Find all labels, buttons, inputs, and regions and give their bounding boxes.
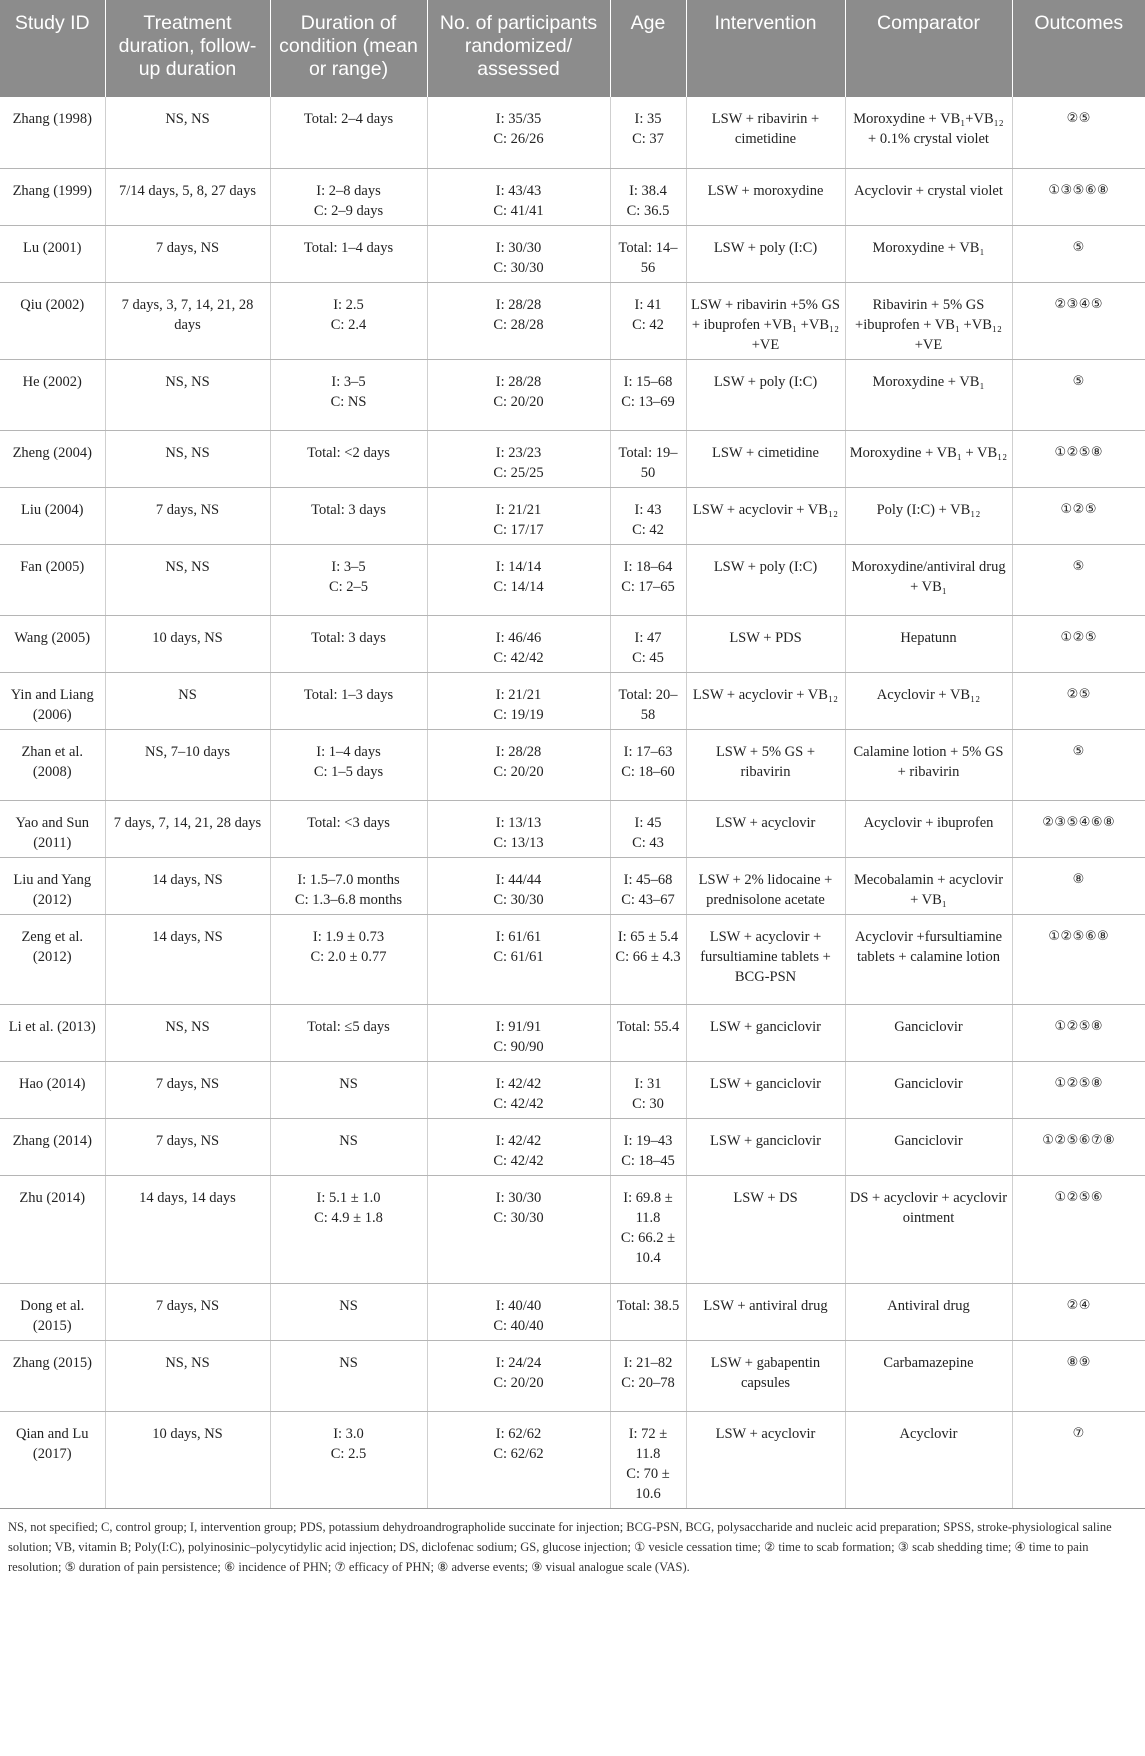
table-row — [0, 914, 1145, 1004]
participants-cell: I: 30/30 C: 30/30 — [427, 1175, 610, 1283]
age-cell: Total: 20–58 — [610, 672, 686, 729]
age-cell: I: 45 C: 43 — [610, 800, 686, 857]
comparator-cell: Moroxydine + VB₁ — [845, 225, 1012, 282]
treatment-duration-cell: 14 days, NS — [105, 857, 270, 914]
participants-cell: I: 91/91 C: 90/90 — [427, 1004, 610, 1061]
outcomes-cell: ①③⑤⑥⑧ — [1012, 168, 1145, 225]
intervention-cell: LSW + poly (I:C) — [686, 359, 845, 430]
header-study-id: Study ID — [0, 0, 105, 97]
table-row — [0, 430, 1145, 487]
intervention-cell: LSW + ribavirin +5% GS + ibuprofen +VB₁ +VB₁₂ +VE — [686, 282, 845, 359]
comparator-cell: Hepatunn — [845, 615, 1012, 672]
outcomes-cell: ⑤ — [1012, 225, 1145, 282]
participants-cell: I: 28/28 C: 28/28 — [427, 282, 610, 359]
comparator-cell: Moroxydine/antiviral drug + VB₁ — [845, 544, 1012, 615]
duration-of-condition-cell: I: 5.1 ± 1.0 C: 4.9 ± 1.8 — [270, 1175, 427, 1283]
duration-of-condition-cell: I: 2.5 C: 2.4 — [270, 282, 427, 359]
age-cell: I: 45–68 C: 43–67 — [610, 857, 686, 914]
header-duration-of-condition: Duration of condition (mean or range) — [270, 0, 427, 97]
intervention-cell: LSW + ribavirin + cimetidine — [686, 97, 845, 168]
duration-of-condition-cell: I: 3–5 C: 2–5 — [270, 544, 427, 615]
age-cell: Total: 14–56 — [610, 225, 686, 282]
participants-cell: I: 30/30 C: 30/30 — [427, 225, 610, 282]
outcomes-cell: ②⑤ — [1012, 97, 1145, 168]
table-row — [0, 672, 1145, 729]
participants-cell: I: 14/14 C: 14/14 — [427, 544, 610, 615]
intervention-cell: LSW + cimetidine — [686, 430, 845, 487]
study-id-cell: Li et al. (2013) — [0, 1004, 105, 1061]
study-id-cell: Wang (2005) — [0, 615, 105, 672]
treatment-duration-cell: 7 days, NS — [105, 1118, 270, 1175]
treatment-duration-cell: 7 days, 3, 7, 14, 21, 28 days — [105, 282, 270, 359]
intervention-cell: LSW + 5% GS + ribavirin — [686, 729, 845, 800]
table-row — [0, 97, 1145, 168]
age-cell: I: 21–82 C: 20–78 — [610, 1340, 686, 1411]
comparator-cell: Acyclovir — [845, 1411, 1012, 1508]
participants-cell: I: 24/24 C: 20/20 — [427, 1340, 610, 1411]
outcomes-cell: ①②⑤⑥ — [1012, 1175, 1145, 1283]
treatment-duration-cell: NS, NS — [105, 97, 270, 168]
header-intervention: Intervention — [686, 0, 845, 97]
age-cell: I: 35 C: 37 — [610, 97, 686, 168]
intervention-cell: LSW + DS — [686, 1175, 845, 1283]
intervention-cell: LSW + 2% lidocaine + prednisolone acetate — [686, 857, 845, 914]
study-id-cell: Zhang (2015) — [0, 1340, 105, 1411]
study-id-cell: Yao and Sun (2011) — [0, 800, 105, 857]
comparator-cell: Calamine lotion + 5% GS + ribavirin — [845, 729, 1012, 800]
study-id-cell: Zhang (1999) — [0, 168, 105, 225]
duration-of-condition-cell: Total: <2 days — [270, 430, 427, 487]
study-id-cell: Zheng (2004) — [0, 430, 105, 487]
age-cell: I: 38.4 C: 36.5 — [610, 168, 686, 225]
age-cell: Total: 19–50 — [610, 430, 686, 487]
intervention-cell: LSW + antiviral drug — [686, 1283, 845, 1340]
duration-of-condition-cell: Total: <3 days — [270, 800, 427, 857]
age-cell: Total: 55.4 — [610, 1004, 686, 1061]
outcomes-cell: ②④ — [1012, 1283, 1145, 1340]
outcomes-cell: ①②⑤⑧ — [1012, 430, 1145, 487]
study-id-cell: Dong et al. (2015) — [0, 1283, 105, 1340]
table-header — [0, 0, 1145, 97]
study-id-cell: Lu (2001) — [0, 225, 105, 282]
duration-of-condition-cell: I: 1.5–7.0 months C: 1.3–6.8 months — [270, 857, 427, 914]
duration-of-condition-cell: Total: 3 days — [270, 615, 427, 672]
treatment-duration-cell: 10 days, NS — [105, 615, 270, 672]
outcomes-cell: ①②⑤⑥⑦⑧ — [1012, 1118, 1145, 1175]
study-id-cell: He (2002) — [0, 359, 105, 430]
comparator-cell: Moroxydine + VB₁+VB₁₂ + 0.1% crystal violet — [845, 97, 1012, 168]
duration-of-condition-cell: Total: ≤5 days — [270, 1004, 427, 1061]
age-cell: I: 43 C: 42 — [610, 487, 686, 544]
age-cell: I: 19–43 C: 18–45 — [610, 1118, 686, 1175]
study-id-cell: Liu (2004) — [0, 487, 105, 544]
duration-of-condition-cell: NS — [270, 1118, 427, 1175]
treatment-duration-cell: 14 days, NS — [105, 914, 270, 1004]
intervention-cell: LSW + poly (I:C) — [686, 225, 845, 282]
age-cell: I: 47 C: 45 — [610, 615, 686, 672]
duration-of-condition-cell: I: 1.9 ± 0.73 C: 2.0 ± 0.77 — [270, 914, 427, 1004]
table-row — [0, 1283, 1145, 1340]
treatment-duration-cell: NS, 7–10 days — [105, 729, 270, 800]
outcomes-cell: ②③④⑤ — [1012, 282, 1145, 359]
header-treatment-duration: Treatment duration, follow-up duration — [105, 0, 270, 97]
age-cell: I: 18–64 C: 17–65 — [610, 544, 686, 615]
participants-cell: I: 44/44 C: 30/30 — [427, 857, 610, 914]
table-footnote: NS, not specified; C, control group; I, intervention group; PDS, potassium dehydroandrographolide succinate for injection; BCG-PSN, BCG, polysaccharide and nucleic acid preparation; SPSS, stroke-physiological saline solution; VB, vitamin B; Poly(I:C), polyinosinic–polycytidylic acid injection; DS, diclofenac sodium; GS, glucose injection; ① vesicle cessation time; ② time to scab formation; ③ scab shedding time; ④ time to pain resolution; ⑤ duration of pain persistence; ⑥ incidence of PHN; ⑦ efficacy of PHN; ⑧ adverse events; ⑨ visual analogue scale (VAS). — [8, 1519, 1112, 1574]
intervention-cell: LSW + moroxydine — [686, 168, 845, 225]
table-row — [0, 857, 1145, 914]
comparator-cell: Acyclovir + ibuprofen — [845, 800, 1012, 857]
study-id-cell: Hao (2014) — [0, 1061, 105, 1118]
outcomes-cell: ⑤ — [1012, 359, 1145, 430]
study-id-cell: Yin and Liang (2006) — [0, 672, 105, 729]
comparator-cell: Ribavirin + 5% GS +ibuprofen + VB₁ +VB₁₂ +VE — [845, 282, 1012, 359]
study-id-cell: Zhang (2014) — [0, 1118, 105, 1175]
participants-cell: I: 28/28 C: 20/20 — [427, 359, 610, 430]
treatment-duration-cell: 14 days, 14 days — [105, 1175, 270, 1283]
comparator-cell: DS + acyclovir + acyclovir ointment — [845, 1175, 1012, 1283]
age-cell: I: 17–63 C: 18–60 — [610, 729, 686, 800]
age-cell: Total: 38.5 — [610, 1283, 686, 1340]
intervention-cell: LSW + acyclovir + VB₁₂ — [686, 487, 845, 544]
comparator-cell: Moroxydine + VB₁ — [845, 359, 1012, 430]
comparator-cell: Ganciclovir — [845, 1004, 1012, 1061]
header-participants: No. of participants randomized/ assessed — [427, 0, 610, 97]
comparator-cell: Acyclovir + VB₁₂ — [845, 672, 1012, 729]
participants-cell: I: 40/40 C: 40/40 — [427, 1283, 610, 1340]
duration-of-condition-cell: Total: 1–4 days — [270, 225, 427, 282]
table-row — [0, 282, 1145, 359]
participants-cell: I: 46/46 C: 42/42 — [427, 615, 610, 672]
treatment-duration-cell: NS, NS — [105, 1340, 270, 1411]
participants-cell: I: 42/42 C: 42/42 — [427, 1061, 610, 1118]
outcomes-cell: ①②⑤⑥⑧ — [1012, 914, 1145, 1004]
participants-cell: I: 13/13 C: 13/13 — [427, 800, 610, 857]
study-id-cell: Zhu (2014) — [0, 1175, 105, 1283]
table-row — [0, 225, 1145, 282]
age-cell: I: 41 C: 42 — [610, 282, 686, 359]
treatment-duration-cell: NS, NS — [105, 1004, 270, 1061]
intervention-cell: LSW + acyclovir + VB₁₂ — [686, 672, 845, 729]
age-cell: I: 15–68 C: 13–69 — [610, 359, 686, 430]
treatment-duration-cell: NS, NS — [105, 359, 270, 430]
intervention-cell: LSW + ganciclovir — [686, 1061, 845, 1118]
outcomes-cell: ①②⑤⑧ — [1012, 1004, 1145, 1061]
duration-of-condition-cell: I: 3.0 C: 2.5 — [270, 1411, 427, 1508]
duration-of-condition-cell: Total: 2–4 days — [270, 97, 427, 168]
outcomes-cell: ⑧ — [1012, 857, 1145, 914]
study-id-cell: Liu and Yang (2012) — [0, 857, 105, 914]
participants-cell: I: 35/35 C: 26/26 — [427, 97, 610, 168]
comparator-cell: Poly (I:C) + VB₁₂ — [845, 487, 1012, 544]
outcomes-cell: ⑤ — [1012, 544, 1145, 615]
intervention-cell: LSW + ganciclovir — [686, 1118, 845, 1175]
duration-of-condition-cell: NS — [270, 1340, 427, 1411]
outcomes-cell: ①②⑤ — [1012, 615, 1145, 672]
table-row — [0, 544, 1145, 615]
outcomes-cell: ②⑤ — [1012, 672, 1145, 729]
intervention-cell: LSW + PDS — [686, 615, 845, 672]
participants-cell: I: 61/61 C: 61/61 — [427, 914, 610, 1004]
table-row — [0, 1411, 1145, 1508]
header-comparator: Comparator — [845, 0, 1012, 97]
comparator-cell: Carbamazepine — [845, 1340, 1012, 1411]
participants-cell: I: 23/23 C: 25/25 — [427, 430, 610, 487]
intervention-cell: LSW + poly (I:C) — [686, 544, 845, 615]
table-row — [0, 1004, 1145, 1061]
intervention-cell: LSW + ganciclovir — [686, 1004, 845, 1061]
treatment-duration-cell: 10 days, NS — [105, 1411, 270, 1508]
participants-cell: I: 21/21 C: 19/19 — [427, 672, 610, 729]
age-cell: I: 65 ± 5.4 C: 66 ± 4.3 — [610, 914, 686, 1004]
study-id-cell: Zhan et al. (2008) — [0, 729, 105, 800]
intervention-cell: LSW + acyclovir — [686, 800, 845, 857]
comparator-cell: Mecobalamin + acyclovir + VB₁ — [845, 857, 1012, 914]
participants-cell: I: 43/43 C: 41/41 — [427, 168, 610, 225]
outcomes-cell: ①②⑤⑧ — [1012, 1061, 1145, 1118]
header-age: Age — [610, 0, 686, 97]
treatment-duration-cell: NS, NS — [105, 430, 270, 487]
duration-of-condition-cell: I: 1–4 days C: 1–5 days — [270, 729, 427, 800]
duration-of-condition-cell: Total: 1–3 days — [270, 672, 427, 729]
treatment-duration-cell: 7 days, NS — [105, 487, 270, 544]
duration-of-condition-cell: NS — [270, 1283, 427, 1340]
table-row — [0, 359, 1145, 430]
outcomes-cell: ⑤ — [1012, 729, 1145, 800]
header-outcomes: Outcomes — [1012, 0, 1145, 97]
table-row — [0, 615, 1145, 672]
treatment-duration-cell: 7 days, NS — [105, 225, 270, 282]
table-row — [0, 729, 1145, 800]
age-cell: I: 31 C: 30 — [610, 1061, 686, 1118]
treatment-duration-cell: 7 days, 7, 14, 21, 28 days — [105, 800, 270, 857]
participants-cell: I: 62/62 C: 62/62 — [427, 1411, 610, 1508]
header-row — [0, 0, 1145, 97]
treatment-duration-cell: 7 days, NS — [105, 1061, 270, 1118]
outcomes-cell: ①②⑤ — [1012, 487, 1145, 544]
outcomes-cell: ⑧⑨ — [1012, 1340, 1145, 1411]
intervention-cell: LSW + acyclovir — [686, 1411, 845, 1508]
treatment-duration-cell: 7/14 days, 5, 8, 27 days — [105, 168, 270, 225]
table-row — [0, 1340, 1145, 1411]
treatment-duration-cell: NS, NS — [105, 544, 270, 615]
participants-cell: I: 28/28 C: 20/20 — [427, 729, 610, 800]
outcomes-cell: ⑦ — [1012, 1411, 1145, 1508]
study-id-cell: Zeng et al. (2012) — [0, 914, 105, 1004]
participants-cell: I: 21/21 C: 17/17 — [427, 487, 610, 544]
study-id-cell: Qian and Lu (2017) — [0, 1411, 105, 1508]
intervention-cell: LSW + gabapentin capsules — [686, 1340, 845, 1411]
comparator-cell: Acyclovir + crystal violet — [845, 168, 1012, 225]
table-row — [0, 168, 1145, 225]
comparator-cell: Antiviral drug — [845, 1283, 1012, 1340]
duration-of-condition-cell: Total: 3 days — [270, 487, 427, 544]
participants-cell: I: 42/42 C: 42/42 — [427, 1118, 610, 1175]
duration-of-condition-cell: I: 2–8 days C: 2–9 days — [270, 168, 427, 225]
table-row — [0, 800, 1145, 857]
comparator-cell: Ganciclovir — [845, 1061, 1012, 1118]
age-cell: I: 72 ± 11.8 C: 70 ± 10.6 — [610, 1411, 686, 1508]
table-row — [0, 1061, 1145, 1118]
comparator-cell: Ganciclovir — [845, 1118, 1012, 1175]
table-body — [0, 97, 1145, 1508]
duration-of-condition-cell: I: 3–5 C: NS — [270, 359, 427, 430]
age-cell: I: 69.8 ± 11.8 C: 66.2 ± 10.4 — [610, 1175, 686, 1283]
outcomes-cell: ②③⑤④⑥⑧ — [1012, 800, 1145, 857]
study-id-cell: Qiu (2002) — [0, 282, 105, 359]
study-id-cell: Fan (2005) — [0, 544, 105, 615]
study-id-cell: Zhang (1998) — [0, 97, 105, 168]
duration-of-condition-cell: NS — [270, 1061, 427, 1118]
table-row — [0, 487, 1145, 544]
treatment-duration-cell: NS — [105, 672, 270, 729]
table-row — [0, 1175, 1145, 1283]
table-row — [0, 1118, 1145, 1175]
comparator-cell: Moroxydine + VB₁ + VB₁₂ — [845, 430, 1012, 487]
comparator-cell: Acyclovir +fursultiamine tablets + calamine lotion — [845, 914, 1012, 1004]
treatment-duration-cell: 7 days, NS — [105, 1283, 270, 1340]
intervention-cell: LSW + acyclovir + fursultiamine tablets + BCG-PSN — [686, 914, 845, 1004]
